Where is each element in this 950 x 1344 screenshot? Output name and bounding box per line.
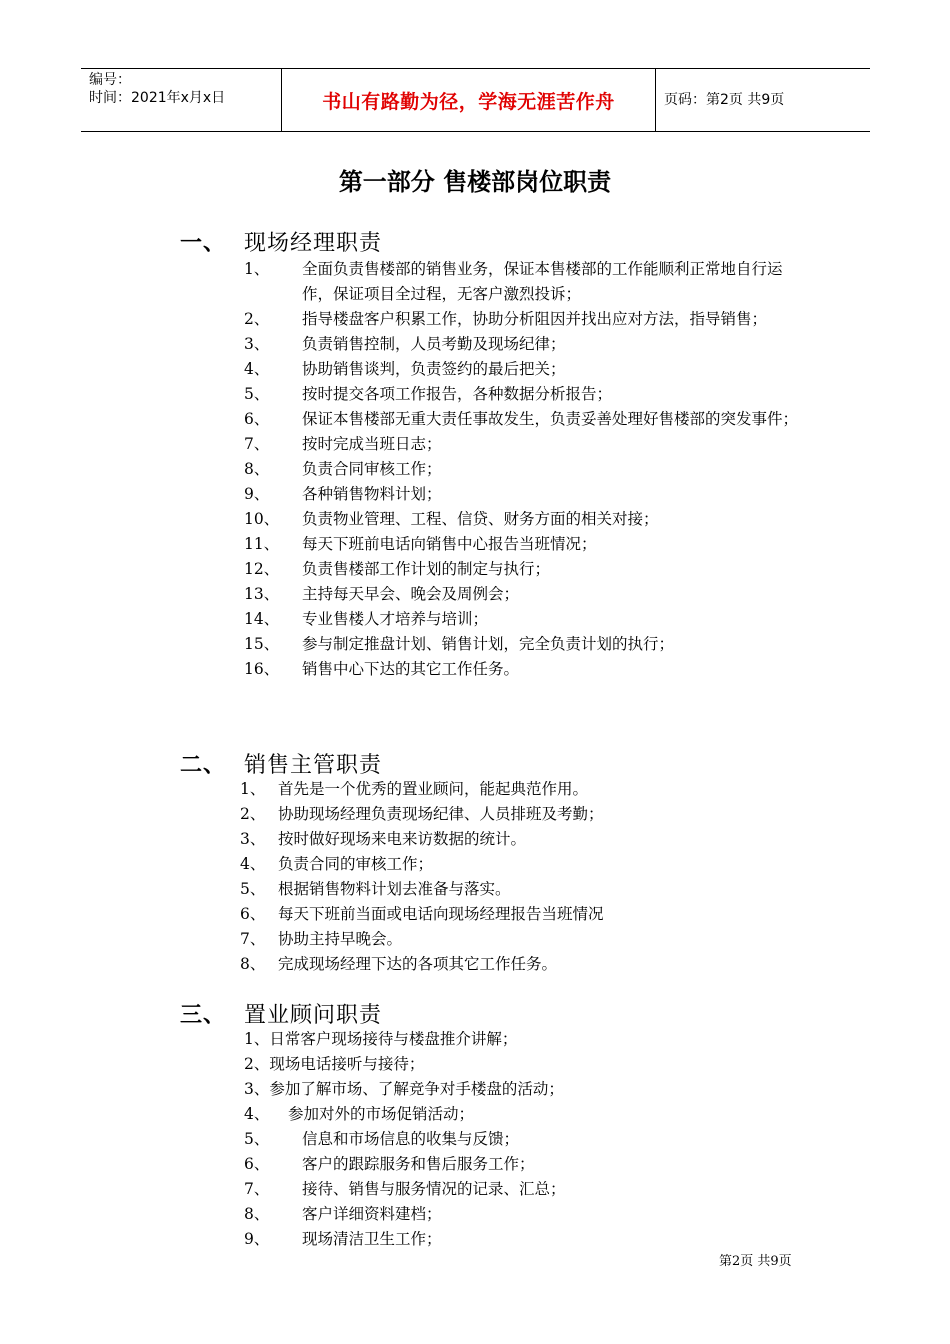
page-title: 第一部分 售楼部岗位职责 xyxy=(338,168,612,196)
item-number: 9、 xyxy=(244,485,270,503)
item-number: 14、 xyxy=(244,610,280,628)
item-text: 按时提交各项工作报告，各种数据分析报告； xyxy=(302,385,613,403)
list-item xyxy=(244,1227,804,1252)
list-item xyxy=(244,607,810,632)
duty-list-sales-consultant xyxy=(244,1027,804,1252)
section-heading xyxy=(180,998,382,1029)
item-number: 5、 xyxy=(244,385,270,403)
item-text: 客户的跟踪服务和售后服务工作； xyxy=(302,1155,535,1173)
list-item xyxy=(244,357,810,382)
list-item xyxy=(244,1152,804,1177)
list-item xyxy=(244,1077,804,1102)
list-item xyxy=(244,457,810,482)
list-item xyxy=(244,332,810,357)
list-item xyxy=(244,1127,804,1152)
list-item xyxy=(244,307,810,332)
document-time-label: 时间：2021年x月x日 xyxy=(89,90,226,106)
page-footer: 第2页 共9页 xyxy=(719,1254,792,1269)
item-number: 15、 xyxy=(244,635,280,653)
item-number: 1、 xyxy=(240,780,266,798)
item-text: 全面负责售楼部的销售业务，保证本售楼部的工作能顺利正常地自行运作，保证项目全过程，无客户激烈投诉； xyxy=(302,260,783,303)
section-heading xyxy=(180,748,382,779)
item-number: 5、 xyxy=(240,880,266,898)
item-number: 2、 xyxy=(244,310,270,328)
item-text: 完成现场经理下达的各项其它工作任务。 xyxy=(278,955,558,973)
item-text: 指导楼盘客户积累工作，协助分析阻因并找出应对方法，指导销售； xyxy=(302,310,768,328)
list-item xyxy=(244,582,810,607)
item-number: 2、 xyxy=(240,805,266,823)
item-number: 8、 xyxy=(240,955,266,973)
list-item xyxy=(244,507,810,532)
item-number: 9、 xyxy=(244,1230,270,1248)
item-number: 6、 xyxy=(244,410,270,428)
section-number: 一、 xyxy=(180,231,227,256)
item-number: 8、 xyxy=(244,1205,270,1223)
list-item xyxy=(244,557,810,582)
item-text: 保证本售楼部无重大责任事故发生，负责妥善处理好售楼部的突发事件； xyxy=(302,410,799,428)
header-motto-cell xyxy=(282,69,656,131)
item-number: 6、 xyxy=(240,905,266,923)
item-text: 接待、销售与服务情况的记录、汇总； xyxy=(302,1180,566,1198)
item-text: 销售中心下达的其它工作任务。 xyxy=(302,660,520,678)
item-text: 日常客户现场接待与楼盘推介讲解； xyxy=(269,1030,518,1048)
item-number: 3、 xyxy=(244,1080,270,1098)
list-item xyxy=(240,877,800,902)
list-item xyxy=(244,1027,804,1052)
item-text: 按时完成当班日志； xyxy=(302,435,442,453)
item-number: 5、 xyxy=(244,1130,270,1148)
item-number: 3、 xyxy=(240,830,266,848)
list-item xyxy=(240,952,800,977)
section-title: 置业顾问职责 xyxy=(244,1003,383,1028)
item-text: 每天下班前当面或电话向现场经理报告当班情况 xyxy=(278,905,604,923)
item-text: 首先是一个优秀的置业顾问，能起典范作用。 xyxy=(278,780,589,798)
section-title: 销售主管职责 xyxy=(244,753,383,778)
list-item xyxy=(244,532,810,557)
item-text: 信息和市场信息的收集与反馈； xyxy=(302,1130,520,1148)
item-text: 协助销售谈判，负责签约的最后把关； xyxy=(302,360,566,378)
item-text: 负责销售控制，人员考勤及现场纪律； xyxy=(302,335,566,353)
item-text: 每天下班前电话向销售中心报告当班情况； xyxy=(302,535,597,553)
item-number: 7、 xyxy=(244,1180,270,1198)
list-item xyxy=(240,852,800,877)
list-item xyxy=(244,1177,804,1202)
item-text: 协助主持早晚会。 xyxy=(278,930,403,948)
item-number: 16、 xyxy=(244,660,280,678)
item-number: 6、 xyxy=(244,1155,270,1173)
list-item xyxy=(240,802,800,827)
list-item xyxy=(244,382,810,407)
item-number: 4、 xyxy=(244,360,270,378)
list-item xyxy=(240,902,800,927)
list-item xyxy=(244,1102,804,1127)
list-item xyxy=(244,432,810,457)
item-text: 负责物业管理、工程、信贷、财务方面的相关对接； xyxy=(302,510,659,528)
list-item xyxy=(244,657,810,682)
section-number: 二、 xyxy=(180,753,227,778)
item-text: 参加了解市场、了解竞争对手楼盘的活动； xyxy=(269,1080,564,1098)
item-number: 1、 xyxy=(244,1030,270,1048)
item-number: 4、 xyxy=(240,855,266,873)
item-number: 12、 xyxy=(244,560,280,578)
list-item xyxy=(244,482,810,507)
item-number: 1、 xyxy=(244,260,270,278)
item-text: 负责合同的审核工作； xyxy=(278,855,434,873)
document-number-label: 编号： xyxy=(89,72,131,88)
item-text: 协助现场经理负责现场纪律、人员排班及考勤； xyxy=(278,805,604,823)
item-number: 3、 xyxy=(244,335,270,353)
page-header xyxy=(81,68,870,132)
item-text: 负责合同审核工作； xyxy=(302,460,442,478)
item-text: 参加对外的市场促销活动； xyxy=(288,1105,475,1123)
item-text: 现场电话接听与接待； xyxy=(269,1055,425,1073)
item-text: 客户详细资料建档； xyxy=(302,1205,442,1223)
section-heading xyxy=(180,226,382,257)
list-item xyxy=(244,407,810,432)
item-number: 13、 xyxy=(244,585,280,603)
list-item xyxy=(244,632,810,657)
header-page-cell xyxy=(656,69,870,131)
item-number: 4、 xyxy=(244,1105,270,1123)
header-motto: 书山有路勤为径，学海无涯苦作舟 xyxy=(322,90,615,113)
list-item xyxy=(240,927,800,952)
item-text: 主持每天早会、晚会及周例会； xyxy=(302,585,520,603)
list-item xyxy=(244,1052,804,1077)
duty-list-site-manager xyxy=(244,257,810,682)
header-page-number: 页码：第2页 共9页 xyxy=(664,92,785,108)
item-text: 参与制定推盘计划、销售计划，完全负责计划的执行； xyxy=(302,635,675,653)
item-text: 专业售楼人才培养与培训； xyxy=(302,610,489,628)
list-item xyxy=(240,827,800,852)
duty-list-sales-supervisor xyxy=(240,777,800,977)
header-info-cell xyxy=(81,69,282,131)
item-text: 按时做好现场来电来访数据的统计。 xyxy=(278,830,527,848)
item-text: 各种销售物料计划； xyxy=(302,485,442,503)
list-item xyxy=(244,1202,804,1227)
item-number: 7、 xyxy=(244,435,270,453)
item-text: 根据销售物料计划去准备与落实。 xyxy=(278,880,511,898)
item-number: 10、 xyxy=(244,510,280,528)
section-title: 现场经理职责 xyxy=(244,231,383,256)
section-number: 三、 xyxy=(180,1003,227,1028)
item-number: 2、 xyxy=(244,1055,270,1073)
item-number: 11、 xyxy=(244,535,280,553)
item-text: 负责售楼部工作计划的制定与执行； xyxy=(302,560,551,578)
list-item xyxy=(244,257,810,307)
item-number: 7、 xyxy=(240,930,266,948)
list-item xyxy=(240,777,800,802)
item-text: 现场清洁卫生工作； xyxy=(302,1230,442,1248)
item-number: 8、 xyxy=(244,460,270,478)
